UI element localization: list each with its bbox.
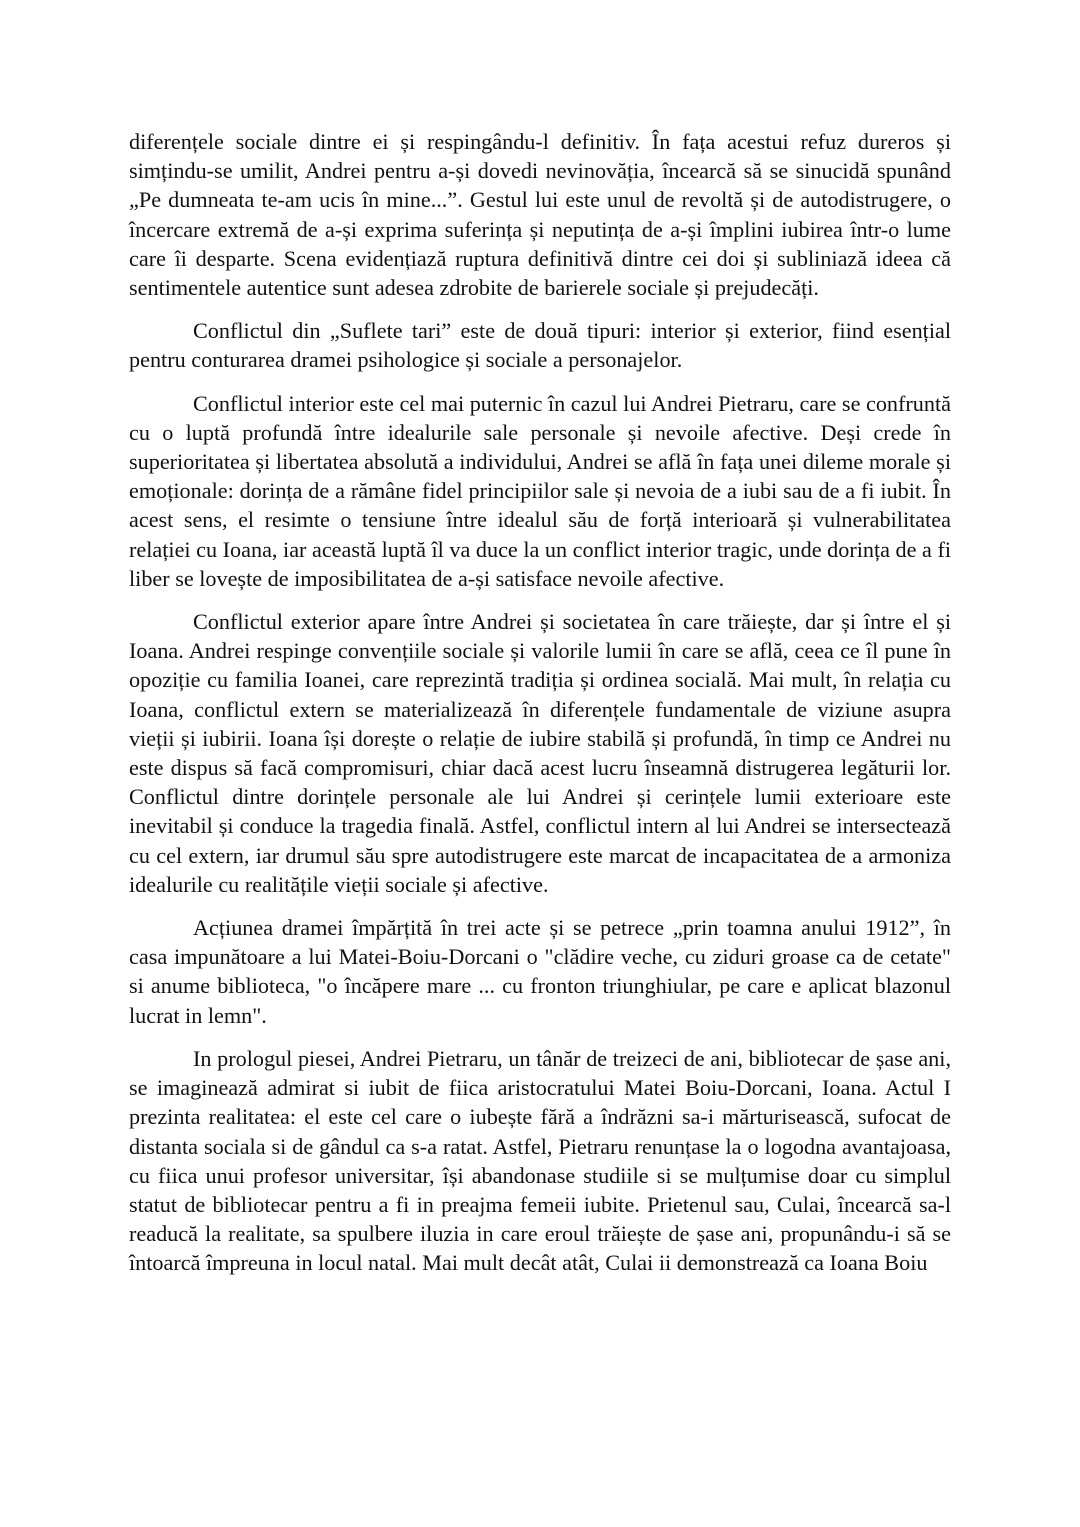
document-page [129,127,951,1292]
paragraph-conflict-types: Conflictul din „Suflete tari” este de două tipuri: interior și exterior, fiind esențial pentru conturarea dramei psihologice și sociale a personajelor. [129,318,951,373]
paragraph-refusal-scene: diferențele sociale dintre ei și respingându-l definitiv. În fața acestui refuz dureros și simțindu-se umilit, Andrei pentru a-și dovedi nevinovăția, încearcă să se sinucidă spunând „Pe dumneata te-am ucis în mine...”. Gestul lui este unul de revoltă și de autodistrugere, o încercare extremă de a-și exprima suferința și neputința de a-și împlini iubirea într-o lume care îi desparte. Scena evidențiază ruptura definitivă dintre cei doi și subliniază ideea că sentimentele autentice sunt adesea zdrobite de barierele sociale și prejudecăți. [129,129,951,301]
paragraph-setting: Acțiunea dramei împărțită în trei acte și se petrece „prin toamna anului 1912”, în casa impunătoare a lui Matei-Boiu-Dorcani o "clădire veche, cu ziduri groase ca de cetate" si anume biblioteca, "o încăpere mare ... cu fronton triunghiular, pe care e aplicat blazonul lucrat in lemn". [129,915,951,1028]
paragraph-prologue: In prologul piesei, Andrei Pietraru, un tânăr de treizeci de ani, bibliotecar de șase ani, se imaginează admirat si iubit de fiica aristocratului Matei Boiu-Dorcani, Ioana. Actul I prezinta realitatea: el este cel care o iubește fără a îndrăzni sa-i mărturisească, sufocat de distanta sociala si de gândul ca s-a ratat. Astfel, Pietraru renunțase la o logodna avantajoasa, cu fiica unui profesor universitar, își abandonase studiile si se mulțumise doar cu simplul statut de bibliotecar pentru a fi in preajma femeii iubite. Prietenul sau, Culai, încearcă sa-l readucă la realitate, sa spulbere iluzia in care eroul trăiește de șase ani, propunându-i să se întoarcă împreuna in locul natal. Mai mult decât atât, Culai ii demonstrează ca Ioana Boiu [129,1045,951,1276]
paragraph-interior-conflict: Conflictul interior este cel mai puternic în cazul lui Andrei Pietraru, care se confruntă cu o luptă profundă între idealurile sale personale și nevoile afective. Deși crede în superioritatea și libertatea absolută a individului, Andrei se află în fața unei dileme morale și emoționale: dorința de a rămâne fidel principiilor sale și nevoia de a iubi sau de a fi iubit. În acest sens, el resimte o tensiune între idealul său de forță interioară și vulnerabilitatea relației cu Ioana, iar această luptă îl va duce la un conflict interior tragic, unde dorința de a fi liber se lovește de imposibilitatea de a-și satisface nevoile afective. [129,390,951,591]
paragraph-exterior-conflict: Conflictul exterior apare între Andrei și societatea în care trăiește, dar și între el și Ioana. Andrei respinge convențiile sociale și valorile lumii în care se află, ceea ce îl pune în opoziție cu familia Ioanei, care reprezintă tradiția și ordinea socială. Mai mult, în relația cu Ioana, conflictul extern se materializează în diferențele fundamentale de viziune asupra vieții și iubirii. Ioana își dorește o relație de iubire stabilă și profundă, în timp ce Andrei nu este dispus să facă compromisuri, chiar dacă acest lucru înseamnă distrugerea legăturii lor. Conflictul dintre dorințele personale ale lui Andrei și cerințele lumii exterioare este inevitabil și conduce la tragedia finală. Astfel, conflictul intern al lui Andrei se intersectează cu cel extern, iar drumul său spre autodistrugere este marcat de incapacitatea de a armoniza idealurile cu realitățile vieții sociale și afective. [129,609,951,897]
